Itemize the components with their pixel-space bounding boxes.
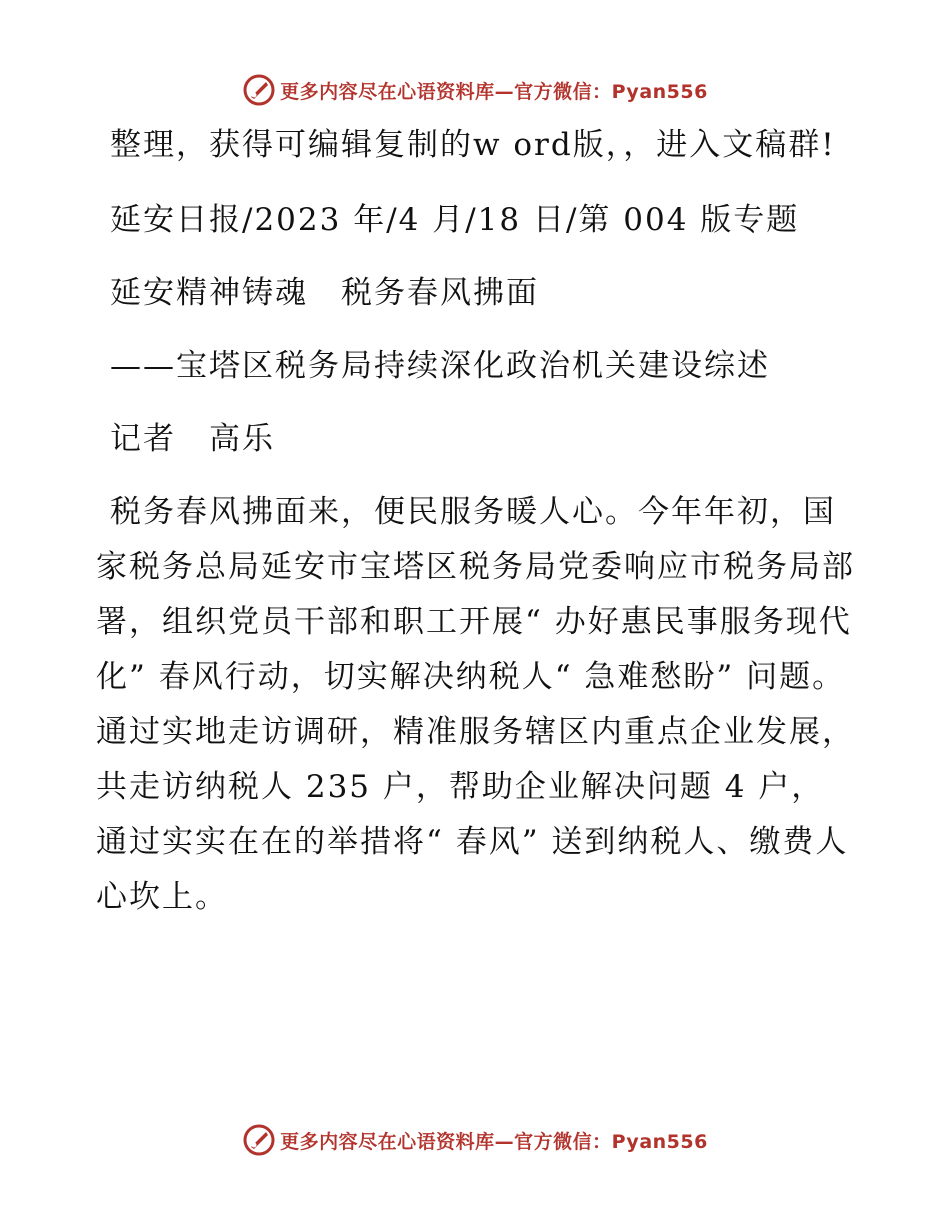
header-banner-text: 更多内容尽在心语资料库—官方微信：Pyan556 [280,80,708,103]
header-banner [0,70,950,110]
article-subtitle: ——宝塔区税务局持续深化政治机关建设综述 [110,348,770,384]
footer-banner [0,1120,950,1160]
document-body [96,118,856,925]
quill-logo-icon [242,73,276,107]
quill-logo-icon [242,1123,276,1157]
byline: 记者 高乐 [110,421,275,457]
article-title: 延安精神铸魂 税务春风拂面 [110,275,539,311]
source-line: 延安日报/2023 年/4 月/18 日/第 004 版专题 [110,202,800,238]
body-paragraph: 税务春风拂面来，便民服务暖人心。今年年初，国家税务总局延安市宝塔区税务局党委响应市税务局部署，组织党员干部和职工开展“ 办好惠民事服务现代化” 春风行动，切实解决纳税人“ 急难愁盼” 问题。通过实地走访调研，精准服务辖区内重点企业发展，共走访纳税人 235 户，帮助企业解决问题 4 户，通过实实在在的举措将“ 春风” 送到纳税人、缴费人心坎上。 [96,494,855,915]
intro-paragraph: 整理，获得可编辑复制的w ord版，，进入文稿群! [110,127,836,163]
footer-banner-text: 更多内容尽在心语资料库—官方微信：Pyan556 [280,1130,708,1153]
